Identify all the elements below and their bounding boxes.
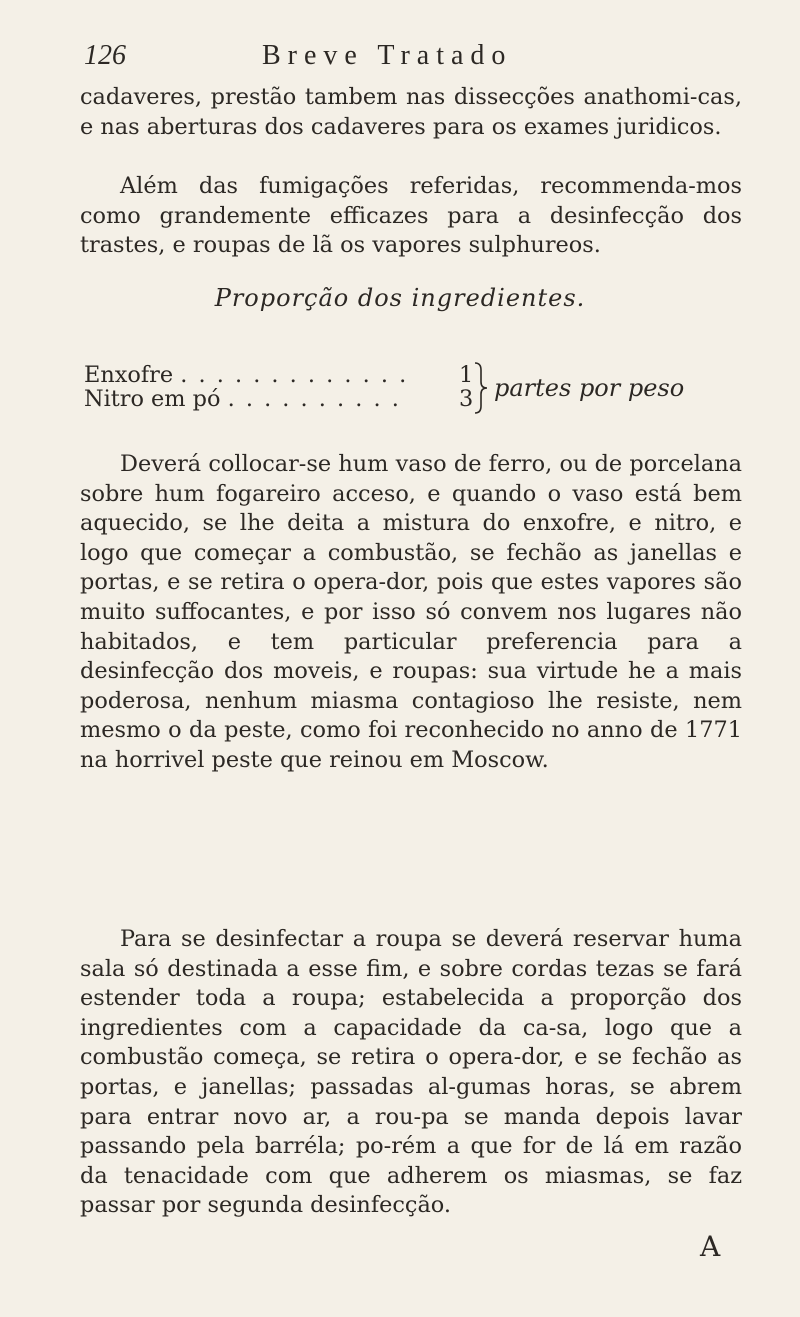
ingredient-quantity: 3	[459, 386, 474, 412]
paragraph-2: Além das fumigações referidas, recommenda-mos como grandemente efficazes para a desinfecção dos trastes, e roupas de lã os vapores sulphureos.	[80, 173, 742, 259]
ingredient-row	[84, 362, 474, 388]
unit-label: partes por peso	[494, 374, 685, 402]
paragraph-1: cadaveres, prestão tambem nas dissecções anathomi-cas, e nas aberturas dos cadaveres para os exames juridicos.	[80, 84, 742, 140]
catchword: A	[700, 1230, 721, 1263]
paragraph-3: Deverá collocar-se hum vaso de ferro, ou de porcelana sobre hum fogareiro acceso, e quando o vaso está bem aquecido, se lhe deita a mistura do enxofre, e nitro, e logo que começar a combustão, se fechão as janellas e portas, e se retira o opera-dor, pois que estes vapores são muito suffocantes, e por isso só convem nos lugares não habitados, e tem particular preferencia para a desinfecção dos moveis, e roupas: sua virtude he a mais poderosa, nenhum miasma contagioso lhe resiste, nem mesmo o da peste, como foi reconhecido no anno de 1771 na horrivel peste que reinou em Moscow.	[80, 451, 742, 773]
page-header	[0, 40, 800, 80]
running-head: Breve Tratado	[262, 40, 513, 71]
ingredients-list	[84, 362, 704, 426]
ingredient-name: Enxofre	[84, 362, 174, 388]
leader-dots: . . . . . . . . . . . . .	[180, 362, 409, 388]
section-title: Proporção dos ingredientes.	[214, 284, 586, 312]
page-number: 126	[84, 40, 126, 71]
ingredient-row	[84, 386, 474, 412]
ingredient-quantity: 1	[459, 362, 474, 388]
right-brace-icon	[474, 362, 488, 414]
leader-dots: . . . . . . . . . .	[227, 386, 401, 412]
ingredient-name: Nitro em pó	[84, 386, 221, 412]
paragraph-4: Para se desinfectar a roupa se deverá reservar huma sala só destinada a esse fim, e sobre cordas tezas se fará estender toda a roupa; estabelecida a proporção dos ingredientes com a capacidade da ca-sa, logo que a combustão começa, se retira o opera-dor, e se fechão as portas, e janellas; passadas al-gumas horas, se abrem para entrar novo ar, a rou-pa se manda depois lavar passando pela barréla; po-rém a que for de lá em razão da tenacidade com que adherem os miasmas, se faz passar por segunda desinfecção.	[80, 926, 742, 1219]
